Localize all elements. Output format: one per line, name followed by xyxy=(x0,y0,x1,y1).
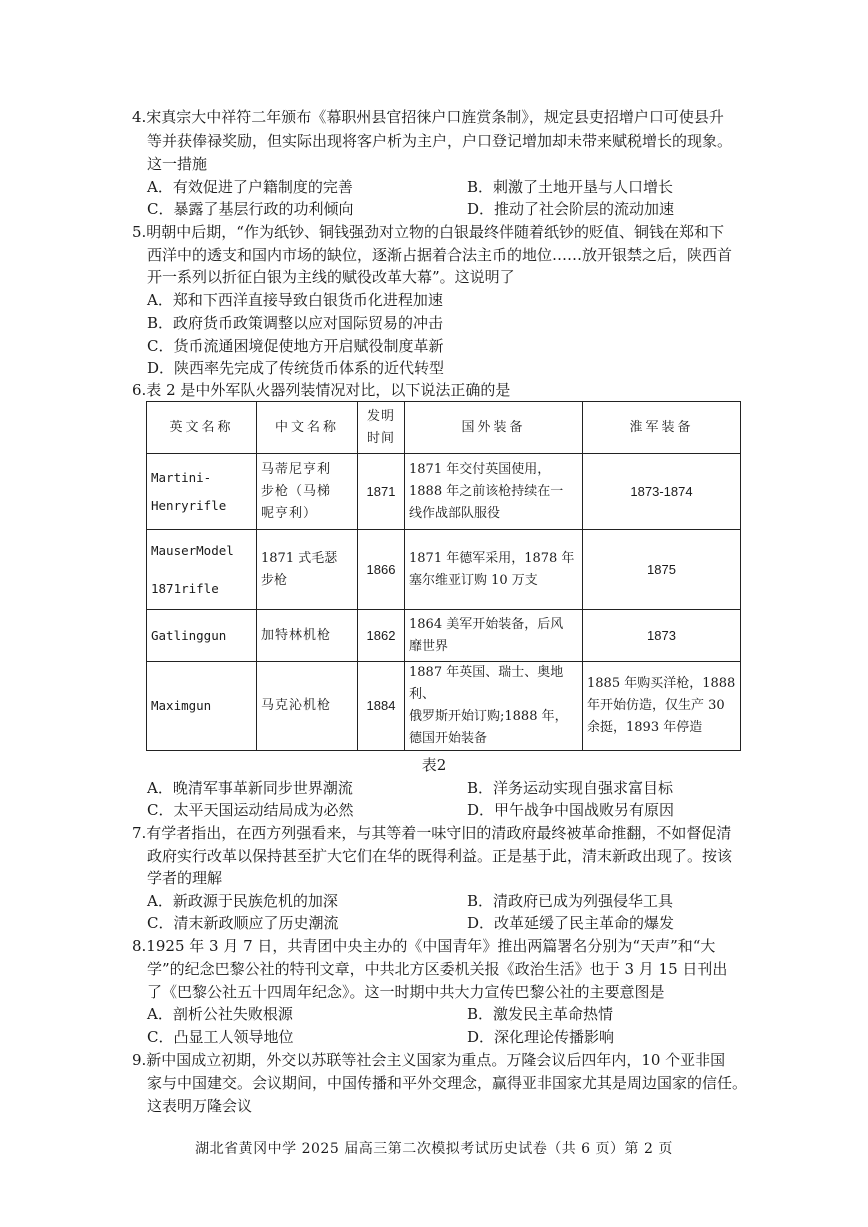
header-en-name: 英文名称 xyxy=(147,402,257,454)
q4-stem-line-2: 等并获俸禄奖励，但实际出现将客户析为主户，户口登记增加却未带来赋税增长的现象。 xyxy=(147,132,733,150)
cell-foreign xyxy=(405,454,583,530)
cell-line: 1871 式毛瑟 xyxy=(261,550,338,566)
table-caption: 表2 xyxy=(421,756,447,774)
cell-line: 1885 年购买洋枪，1888 xyxy=(587,676,736,691)
cell-foreign xyxy=(405,610,583,662)
q7-option-a: A．新政源于民族危机的加深 xyxy=(147,892,338,910)
header-invent-time-line-2: 时间 xyxy=(366,430,395,446)
q6-option-d: D．甲午战争中国战败另有原因 xyxy=(467,801,675,819)
header-foreign: 国外装备 xyxy=(405,402,583,454)
weapons-table xyxy=(146,401,741,751)
cell-line: 马克沁机枪 xyxy=(261,698,332,713)
q4-option-b: B．刺激了土地开垦与人口增长 xyxy=(467,178,674,196)
header-huai: 淮军装备 xyxy=(583,402,741,454)
q5-option-b: B．政府货币政策调整以应对国际贸易的冲击 xyxy=(147,314,444,332)
q7-option-b: B．清政府已成为列强侵华工具 xyxy=(467,892,674,910)
cell-line: 余挺，1893 年停造 xyxy=(587,720,703,735)
table-header-row xyxy=(147,402,741,454)
q4-option-c: C．暴露了基层行政的功利倾向 xyxy=(147,200,354,218)
cell-en-name xyxy=(147,610,257,662)
q7-stem-line-1: 7.有学者指出，在西方列强看来，与其等着一味守旧的清政府最终被革命推翻，不如督促清 xyxy=(132,824,732,842)
cell-line: 加特林机枪 xyxy=(261,627,332,643)
cell-line: 1888 年之前该枪持续在一 xyxy=(409,483,564,499)
cell-line: Henryrifle xyxy=(151,497,227,513)
cell-line: Martini- xyxy=(151,469,212,485)
q9-stem-line-2: 家与中国建交。会议期间，中国传播和平外交理念，赢得亚非国家尤其是周边国家的信任。 xyxy=(147,1074,748,1092)
q4-option-d: D．推动了社会阶层的流动加速 xyxy=(467,200,675,218)
q8-stem-line-3: 了《巴黎公社五十四周年纪念》。这一时期中共大力宣传巴黎公社的主要意图是 xyxy=(147,983,665,1001)
cell-en-name xyxy=(147,454,257,530)
cell-en-name xyxy=(147,662,257,751)
cell-line: 塞尔维亚订购 10 万支 xyxy=(409,572,538,588)
cell-line: 1873 xyxy=(647,627,676,643)
cell-line: 1864 美军开始装备，后风 xyxy=(409,616,564,632)
cell-line: MauserModel xyxy=(151,542,234,558)
cell-line: 1873-1874 xyxy=(630,483,693,499)
q9-stem-line-1: 9.新中国成立初期，外交以苏联等社会主义国家为重点。万隆会议后四年内，10 个亚非国 xyxy=(132,1051,726,1069)
cell-foreign xyxy=(405,530,583,610)
cell-line: Maximgun xyxy=(151,698,212,713)
table-row xyxy=(147,454,741,530)
q4-stem-line-3: 这一措施 xyxy=(147,155,208,173)
cell-line: 1875 xyxy=(647,561,676,577)
q7-stem-line-2: 政府实行改革以保持甚至扩大它们在华的既得利益。正是基于此，清末新政出现了。按该 xyxy=(147,847,733,865)
q4-option-a: A．有效促进了户籍制度的完善 xyxy=(147,178,353,196)
cell-line: 1871 年德军采用，1878 年 xyxy=(409,550,575,566)
q8-stem-line-1: 8.1925 年 3 月 7 日，共青团中央主办的《中国青年》推出两篇署名分别为“天声”和“大 xyxy=(132,937,716,955)
cell-cn-name xyxy=(257,610,358,662)
q8-option-a: A．剖析公社失败根源 xyxy=(147,1005,293,1023)
cell-en-name xyxy=(147,530,257,610)
cell-huai xyxy=(583,454,741,530)
cell-year: 1871 xyxy=(358,454,405,530)
cell-line: 年开始仿造，仅生产 30 xyxy=(587,698,725,713)
cell-line: 德国开始装备 xyxy=(409,731,488,746)
q8-option-d: D．深化理论传播影响 xyxy=(467,1028,615,1046)
cell-line: 俄罗斯开始订购;1888 年， xyxy=(409,709,568,724)
cell-line: 靡世界 xyxy=(409,638,449,654)
q4-stem-line-1: 4.宋真宗大中祥符二年颁布《幕职州县官招徕户口旌赏条制》，规定县吏招增户口可使县升 xyxy=(132,108,724,126)
cell-line: 1871rifle xyxy=(151,580,219,596)
cell-huai xyxy=(583,610,741,662)
page-footer: 湖北省黄冈中学 2025 届高三第二次模拟考试历史试卷（共 6 页）第 2 页 xyxy=(195,1141,673,1157)
q5-stem-line-3: 开一系列以折征白银为主线的赋役改革大幕”。这说明了 xyxy=(147,268,515,286)
cell-year: 1862 xyxy=(358,610,405,662)
table-row xyxy=(147,662,741,751)
cell-year: 1884 xyxy=(358,662,405,751)
q7-stem-line-3: 学者的理解 xyxy=(147,869,223,887)
q6-option-b: B．洋务运动实现自强求富目标 xyxy=(467,779,674,797)
q6-stem: 6.表 2 是中外军队火器列装情况对比，以下说法正确的是 xyxy=(132,381,511,399)
cell-line: 马蒂尼亨利 xyxy=(261,461,332,477)
cell-line: 1887 年英国、瑞士、奥地利、 xyxy=(409,665,564,702)
header-cn-name: 中文名称 xyxy=(257,402,358,454)
cell-line: 呢亨利） xyxy=(261,505,318,521)
cell-line: 1871 年交付英国使用， xyxy=(409,461,551,477)
q8-option-b: B．激发民主革命热情 xyxy=(467,1005,614,1023)
cell-cn-name xyxy=(257,454,358,530)
table-row xyxy=(147,530,741,610)
cell-line: 线作战部队服役 xyxy=(409,505,501,521)
cell-line: Gatlinggun xyxy=(151,627,227,643)
q8-stem-line-2: 学”的纪念巴黎公社的特刊文章，中共北方区委机关报《政治生活》也于 3 月 15 日刊出 xyxy=(147,960,728,978)
table-row xyxy=(147,610,741,662)
cell-huai xyxy=(583,662,741,751)
q8-option-c: C．凸显工人领导地位 xyxy=(147,1028,294,1046)
cell-cn-name xyxy=(257,530,358,610)
q5-option-a: A．郑和下西洋直接导致白银货币化进程加速 xyxy=(147,291,443,309)
q6-option-a: A．晚清军事革新同步世界潮流 xyxy=(147,779,353,797)
q7-option-c: C．清末新政顺应了历史潮流 xyxy=(147,914,339,932)
q6-option-c: C．太平天国运动结局成为必然 xyxy=(147,801,354,819)
header-invent-time-line-1: 发明 xyxy=(366,408,395,424)
q5-stem-line-2: 西洋中的透支和国内市场的缺位，逐渐占据着合法主币的地位……放开银禁之后，陕西首 xyxy=(147,246,733,264)
q9-stem-line-3: 这表明万隆会议 xyxy=(147,1097,253,1115)
header-invent-time xyxy=(358,402,405,454)
cell-year: 1866 xyxy=(358,530,405,610)
q5-option-d: D．陕西率先完成了传统货币体系的近代转型 xyxy=(147,359,445,377)
cell-huai xyxy=(583,530,741,610)
cell-line: 步枪（马梯 xyxy=(261,483,332,499)
cell-cn-name xyxy=(257,662,358,751)
cell-foreign xyxy=(405,662,583,751)
q7-option-d: D．改革延缓了民主革命的爆发 xyxy=(467,914,675,932)
q5-option-c: C．货币流通困境促使地方开启赋役制度革新 xyxy=(147,337,444,355)
cell-line: 步枪 xyxy=(261,572,288,588)
q5-stem-line-1: 5.明朝中后期，“作为纸钞、铜钱强劲对立物的白银最终伴随着纸钞的贬值、铜钱在郑和下 xyxy=(132,223,724,241)
